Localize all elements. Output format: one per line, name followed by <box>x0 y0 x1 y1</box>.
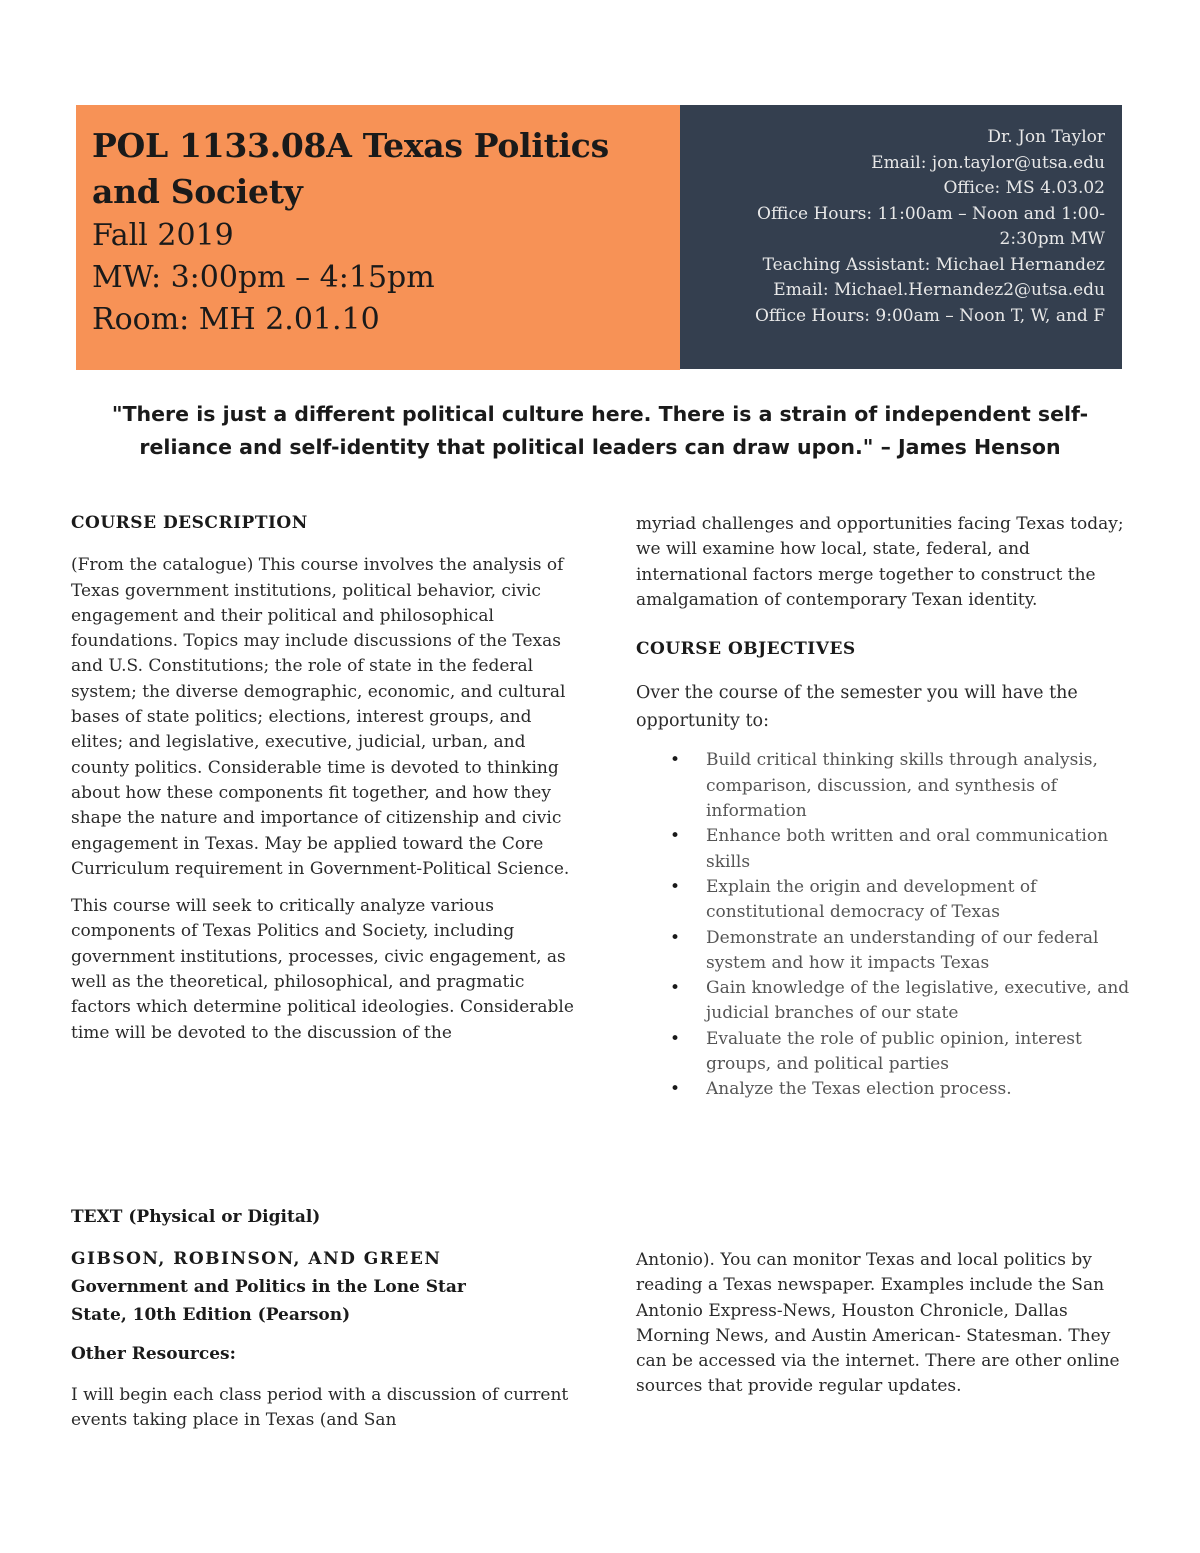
right-column-bottom <box>636 1248 1136 1400</box>
course-description-heading: COURSE DESCRIPTION <box>71 513 308 533</box>
course-room: Room: MH 2.01.10 <box>92 302 380 337</box>
course-title-block <box>76 105 680 370</box>
course-term: Fall 2019 <box>92 218 234 253</box>
course-objectives-heading: COURSE OBJECTIVES <box>636 639 856 660</box>
ta-hours: Office Hours: 9:00am – Noon T, W, and F <box>755 305 1105 326</box>
instructor-office: Office: MS 4.03.02 <box>943 178 1105 198</box>
textbook-title-line-1: Government and Politics in the Lone Star <box>71 1277 466 1298</box>
other-resources-para-cont: Antonio). You can monitor Texas and local politics by reading a Texas newspaper. Examples include the San Antonio Express-News, Houston Chronicle, Dallas Morning News, and Austin American- Statesman. They can be accessed via the internet. There are other online sources that provide regular updates. <box>636 1250 1120 1397</box>
instructor-hours-line1: Office Hours: 11:00am – Noon and 1:00- <box>757 203 1105 224</box>
objectives-list <box>636 748 1136 1102</box>
left-column-top <box>71 511 576 1046</box>
textbook-authors: GIBSON, ROBINSON, AND GREEN <box>71 1249 442 1270</box>
text-heading: TEXT (Physical or Digital) <box>71 1207 321 1227</box>
objective-item: • Analyze the Texas election process. <box>636 1077 1136 1102</box>
course-schedule: MW: 3:00pm – 4:15pm <box>92 260 435 295</box>
contact-block <box>680 105 1122 369</box>
course-objectives-intro: Over the course of the semester you will have the opportunity to: <box>636 683 1078 732</box>
quote-line-1: "There is just a different political culture here. There is a strain of independent self- <box>111 402 1089 426</box>
instructor-email: Email: jon.taylor@utsa.edu <box>871 152 1105 173</box>
instructor-hours-line2: 2:30pm MW <box>999 229 1105 249</box>
ta-name: Teaching Assistant: Michael Hernandez <box>762 254 1105 275</box>
ta-email: Email: Michael.Hernandez2@utsa.edu <box>773 280 1105 300</box>
objective-item: • Explain the origin and development of constitutional democracy of Texas <box>636 875 1136 926</box>
objective-item: • Enhance both written and oral communication skills <box>636 824 1136 875</box>
left-column-bottom <box>71 1205 576 1433</box>
course-description-para-2-cont: myriad challenges and opportunities facing Texas today; we will examine how local, state, federal, and international factors merge together to construct the amalgamation of contemporary Texan identity. <box>636 514 1124 610</box>
quote-line-2: reliance and self-identity that political leaders can draw upon." – James Henson <box>139 435 1061 459</box>
other-resources-para: I will begin each class period with a discussion of current events taking place in Texas (and San <box>71 1384 569 1430</box>
objective-item: • Gain knowledge of the legislative, executive, and judicial branches of our state <box>636 976 1136 1027</box>
course-description-para-2: This course will seek to critically analyze various components of Texas Politics and Society, including government institutions, processes, civic engagement, as well as the theoretical, philosophical, and pragmatic factors which determine political ideologies. Considerable time will be devoted to the discussion of the <box>71 896 574 1043</box>
course-title: POL 1133.08A Texas Politics and Society <box>92 126 609 211</box>
right-column-top <box>636 512 1136 1103</box>
objective-item: • Build critical thinking skills through analysis, comparison, discussion, and synthesis of information <box>636 748 1136 824</box>
epigraph-quote <box>60 398 1140 464</box>
instructor-name: Dr. Jon Taylor <box>987 127 1105 147</box>
other-resources-heading: Other Resources: <box>71 1344 236 1365</box>
textbook-title-line-2: State, 10th Edition (Pearson) <box>71 1305 351 1326</box>
objective-item: • Demonstrate an understanding of our federal system and how it impacts Texas <box>636 926 1136 977</box>
objective-item: • Evaluate the role of public opinion, interest groups, and political parties <box>636 1027 1136 1078</box>
course-description-para-1: (From the catalogue) This course involves the analysis of Texas government institutions, political behavior, civic engagement and their political and philosophical foundations. Topics may include discussions of the Texas and U.S. Constitutions; the role of state in the federal system; the diverse demographic, economic, and cultural bases of state politics; elections, interest groups, and elites; and legislative, executive, judicial, urban, and county politics. Considerable time is devoted to thinking about how these components fit together, and how they shape the nature and importance of citizenship and civic engagement in Texas. May be applied toward the Core Curriculum requirement in Government-Political Science. <box>71 555 570 879</box>
